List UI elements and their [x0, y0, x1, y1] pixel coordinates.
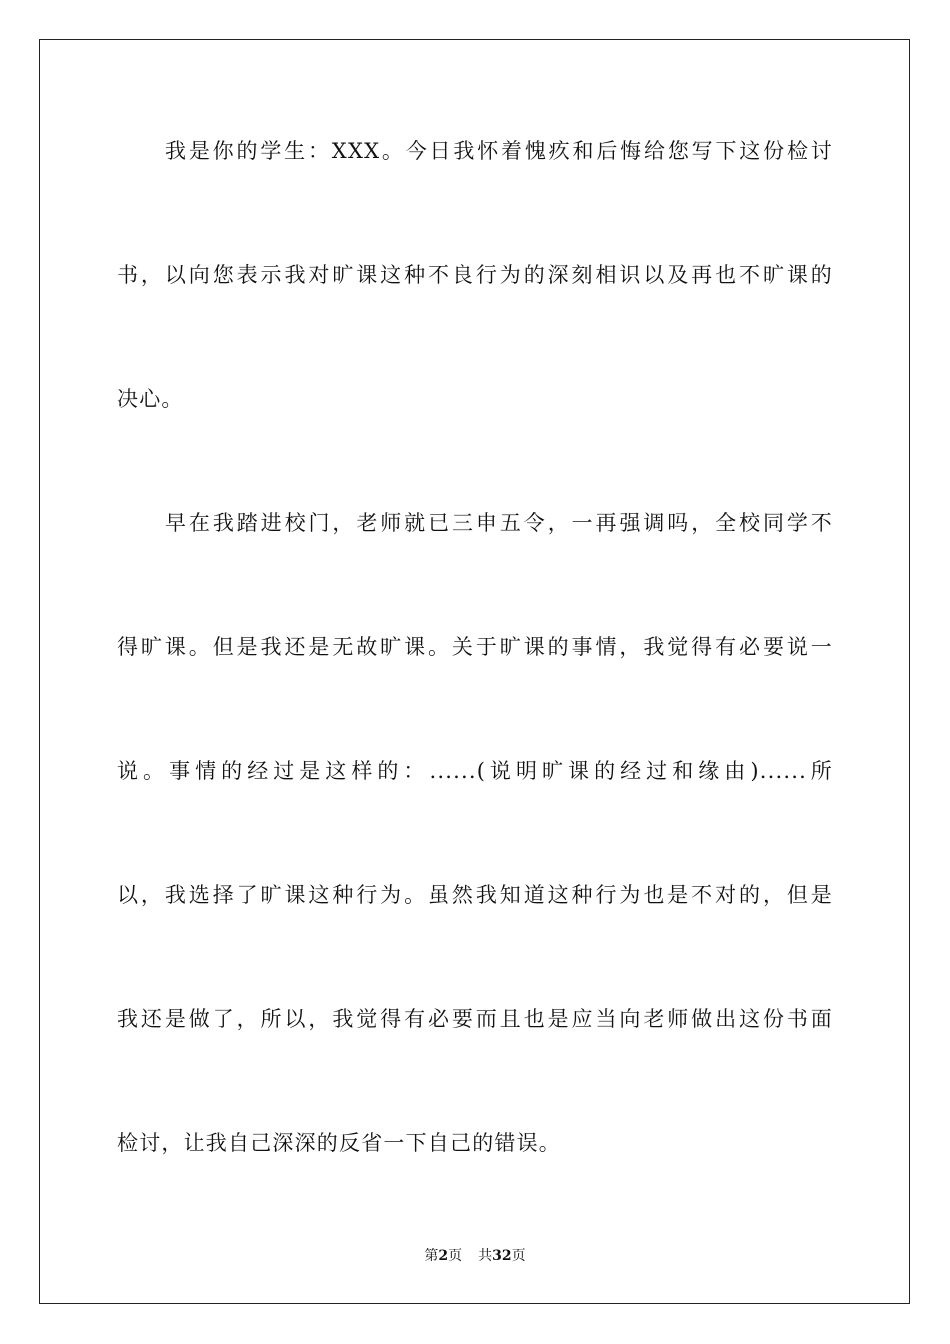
paragraph-2-line-1: 早在我踏进校门，老师就已三申五令，一再强调吗，全校同学不	[165, 511, 833, 535]
total-suffix: 页	[511, 1248, 526, 1264]
page-footer	[0, 1247, 950, 1265]
total-pages: 32	[492, 1248, 512, 1264]
page-suffix: 页	[448, 1248, 463, 1264]
paragraph-2-line-3: 说。事情的经过是这样的：......(说明旷课的经过和缘由)......所	[117, 759, 833, 783]
page-number: 2	[438, 1248, 449, 1264]
paragraph-2-line-4: 以，我选择了旷课这种行为。虽然我知道这种行为也是不对的，但是	[117, 883, 833, 907]
page-prefix: 第	[424, 1248, 439, 1264]
paragraph-2-line-5: 我还是做了，所以，我觉得有必要而且也是应当向老师做出这份书面	[117, 1007, 833, 1031]
paragraph-1-line-3: 决心。	[117, 387, 184, 411]
paragraph-1-line-1: 我是你的学生：XXX。今日我怀着愧疚和后悔给您写下这份检讨	[165, 139, 833, 163]
total-prefix: 共	[478, 1248, 493, 1264]
paragraph-2-line-6: 检讨，让我自己深深的反省一下自己的错误。	[117, 1131, 561, 1155]
paragraph-1-line-2: 书，以向您表示我对旷课这种不良行为的深刻相识以及再也不旷课的	[117, 263, 833, 287]
page-border	[39, 39, 910, 1304]
paragraph-2-line-2: 得旷课。但是我还是无故旷课。关于旷课的事情，我觉得有必要说一	[117, 635, 833, 659]
